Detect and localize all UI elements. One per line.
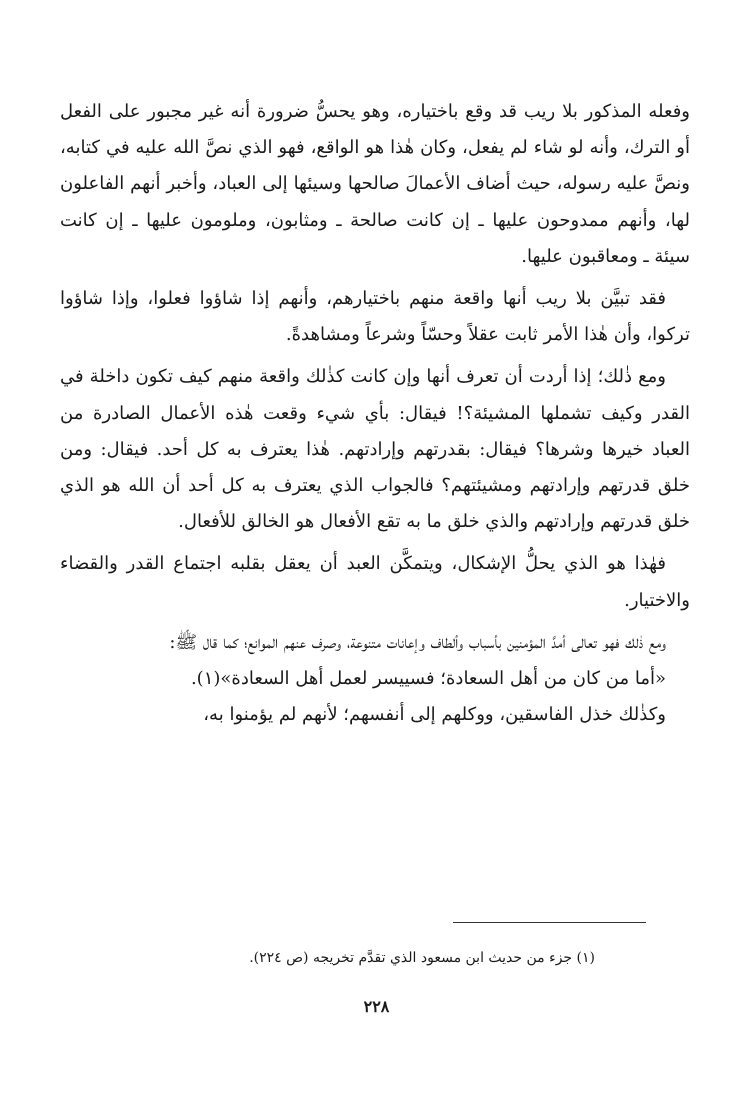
- footnote: (١) جزء من حديث ابن مسعود الذي تقدَّم تخريجه (ص ٢٢٤).: [249, 950, 595, 966]
- main-text: [60, 94, 690, 733]
- paragraph: ومع ذٰلك؛ إذا أردت أن تعرف أنها وإن كانت كذٰلك واقعة منهم كيف تكون داخلة في القدر وكيف تشملها المشيئة؟! فيقال: بأي شيء وقعت هٰذه الأعمال الصادرة من العباد خيرها وشرها؟ فيقال: بقدرتهم وإرادتهم. هٰذا يعترف به كل أحد. فيقال: ومن خلق قدرتهم وإرادتهم ومشيئتهم؟ فالجواب الذي يعترف به كل أحد أن الله هو الذي خلق قدرتهم وإرادتهم والذي خلق ما به تقع الأفعال هو الخالق للأفعال.: [60, 366, 690, 533]
- paragraph: وفعله المذكور بلا ريب قد وقع باختياره، وهو يحسُّ ضرورة أنه غير مجبور على الفعل أو الترك، وأنه لو شاء لم يفعل، وكان هٰذا هو الواقع، فهو الذي نصَّ الله عليه في كتابه، ونصَّ عليه رسوله، حيث أضاف الأعمالَ صالحها وسيئها إلى العباد، وأخبر أنهم الفاعلون لها، وأنهم ممدوحون عليها ـ إن كانت صالحة ـ ومثابون، وملومون عليها ـ إن كانت سيئة ـ ومعاقبون عليها.: [60, 101, 690, 267]
- hadith-quote: «أما من كان من أهل السعادة؛ فسييسر لعمل أهل السعادة»(١).: [190, 668, 666, 690]
- paragraph: وكذٰلك خذل الفاسقين، ووكلهم إلى أنفسهم؛ لأنهم لم يؤمنوا به،: [203, 704, 666, 726]
- page-number: ٢٢٨: [363, 997, 390, 1016]
- paragraph: ومع ذٰلك فهو تعالى أمدَّ المؤمنين بأسباب وألطاف وإعانات متنوعة، وصرف عنهم الموانع؛ كما قال ﷺ:: [169, 631, 666, 653]
- footnote-divider: [453, 922, 646, 923]
- paragraph: فهٰذا هو الذي يحلُّ الإشكال، ويتمكَّن العبد أن يعقل بقلبه اجتماع القدر والقضاء والاختيار.: [60, 553, 690, 611]
- paragraph: فقد تبيَّن بلا ريب أنها واقعة منهم باختيارهم، وأنهم إذا شاؤوا فعلوا، وإذا شاؤوا تركوا، وأن هٰذا الأمر ثابت عقلاً وحسّاً وشرعاً ومشاهدةً.: [60, 288, 690, 346]
